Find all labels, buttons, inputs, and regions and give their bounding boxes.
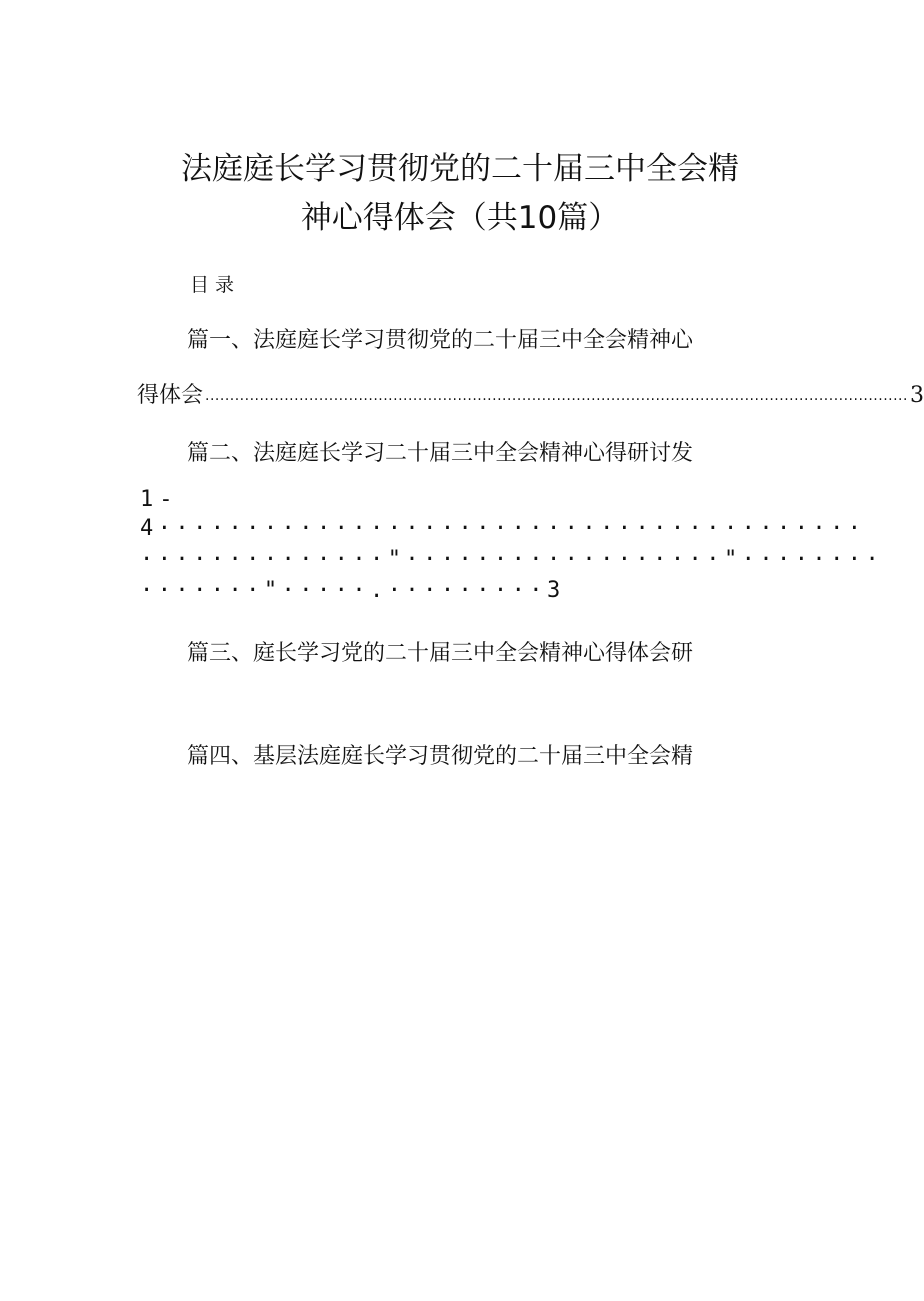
toc-entry-4-heading[interactable]: 篇四、基层法庭庭长学习贯彻党的二十届三中全会精 bbox=[187, 744, 694, 769]
toc-entry-1-continuation: 得体会 bbox=[137, 383, 204, 408]
toc-entry-2-garbled-line-2: 4········································ bbox=[140, 516, 866, 541]
toc-entry-2-garbled-line-4: ·······"·····.·········3 bbox=[140, 578, 565, 603]
toc-entry-2-garbled-line-3: ··············"··················"········ bbox=[140, 547, 884, 572]
toc-entry-1-leader-line[interactable] bbox=[137, 378, 924, 408]
toc-entry-3-heading[interactable]: 篇三、庭长学习党的二十届三中全会精神心得体会研 bbox=[187, 641, 694, 666]
toc-label: 目录 bbox=[190, 274, 241, 296]
document-title-line-2: 神心得体会（共10篇） bbox=[300, 200, 620, 236]
toc-entry-1-page-number: 3 bbox=[909, 383, 924, 408]
toc-entry-2-garbled-line-1: 1- bbox=[140, 487, 179, 512]
toc-entry-1-heading[interactable]: 篇一、法庭庭长学习贯彻党的二十届三中全会精神心 bbox=[187, 328, 694, 353]
toc-entry-2-heading[interactable]: 篇二、法庭庭长学习二十届三中全会精神心得研讨发 bbox=[187, 441, 694, 466]
toc-entry-1-dot-leader: .............................................................................................................................................. bbox=[205, 388, 908, 404]
document-title-line-1: 法庭庭长学习贯彻党的二十届三中全会精 bbox=[181, 151, 739, 187]
